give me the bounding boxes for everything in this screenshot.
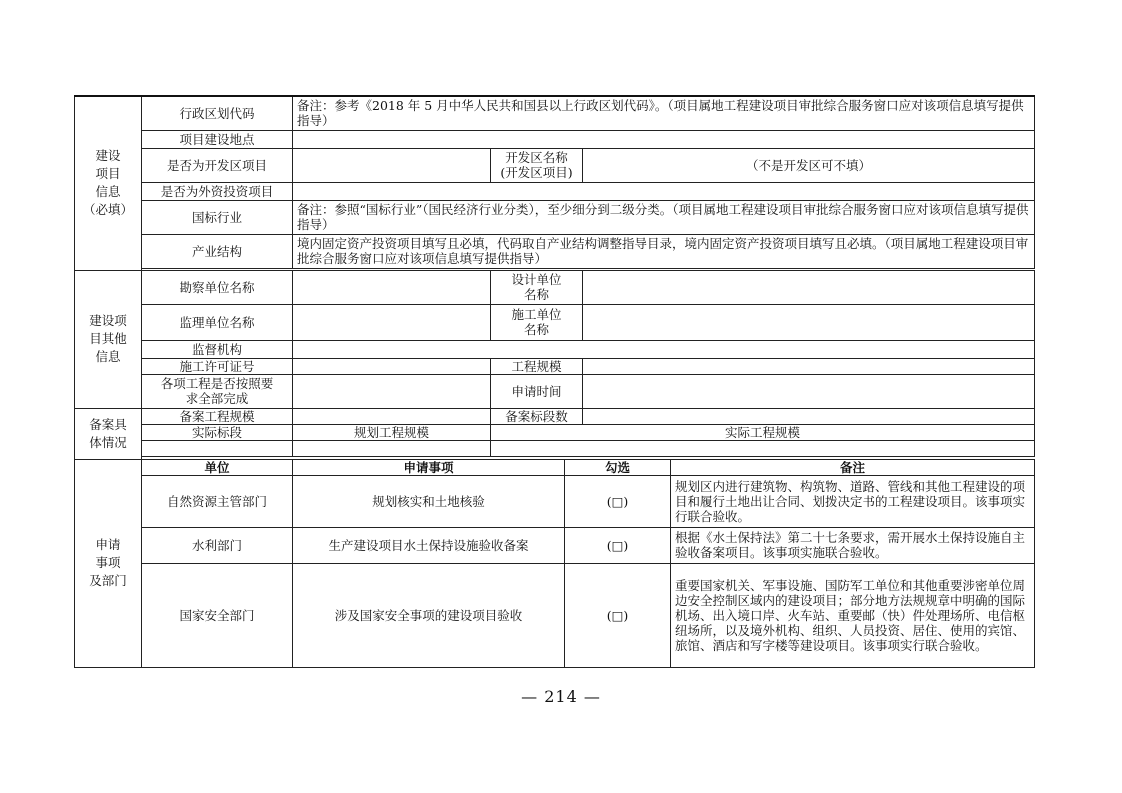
label-dev-zone-name: 开发区名称 (开发区项目) <box>491 148 583 182</box>
field-construction-unit[interactable] <box>583 304 1035 340</box>
label-survey-unit: 勘察单位名称 <box>142 270 293 304</box>
field-apply-time[interactable] <box>583 374 1035 408</box>
check-box[interactable]: (□) <box>565 563 671 667</box>
label-record-scale: 备案工程规模 <box>142 408 293 424</box>
row-supervisory-body <box>75 340 1035 358</box>
dept-name: 自然资源主管部门 <box>142 475 293 527</box>
field-foreign-investment[interactable] <box>293 182 1035 200</box>
label-industry-structure: 产业结构 <box>142 234 293 268</box>
apply-item: 涉及国家安全事项的建设项目验收 <box>293 563 565 667</box>
field-dev-zone-name[interactable]: （不是开发区可不填） <box>583 148 1035 182</box>
row-supervision-construction <box>75 304 1035 340</box>
label-record-sections: 备案标段数 <box>491 408 583 424</box>
header-item: 申请事项 <box>293 459 565 475</box>
field-region-code[interactable]: 备注：参考《2018 年 5 月中华人民共和国县以上行政区划代码》。（项目属地工程建设项目审批综合服务窗口应对该项信息填写提供指导） <box>293 96 1035 130</box>
label-apply-time: 申请时间 <box>491 374 583 408</box>
application-form-table <box>74 95 1035 668</box>
page-number: — 214 — <box>521 687 601 706</box>
header-unit: 单位 <box>142 459 293 475</box>
field-permit-no[interactable] <box>293 358 491 374</box>
label-design-unit: 设计单位 名称 <box>491 270 583 304</box>
row-actual-values <box>75 440 1035 456</box>
label-completion: 各项工程是否按照要 求全部完成 <box>142 374 293 408</box>
item-note: 重要国家机关、军事设施、国防军工单位和其他重要涉密单位周边安全控制区域内的建设项目；部分地方法规规章中明确的国际机场、出入境口岸、火车站、重要邮（快）件处理场所、电信枢纽场所，以及境外机构、组织、人员投资、居住、使用的宾馆、旅馆、酒店和写字楼等建设项目。该事项实行联合验收。 <box>671 563 1035 667</box>
header-note: 备注 <box>671 459 1035 475</box>
table-row <box>75 563 1035 667</box>
group-label-project-info: 建设 项目 信息 （必填） <box>75 96 142 270</box>
label-location: 项目建设地点 <box>142 130 293 148</box>
label-actual-scale: 实际工程规模 <box>491 424 1035 440</box>
row-actual-headers <box>75 424 1035 440</box>
dept-name: 国家安全部门 <box>142 563 293 667</box>
label-planned-scale: 规划工程规模 <box>293 424 491 440</box>
row-location <box>75 130 1035 148</box>
field-industry[interactable]: 备注：参照“国标行业”（国民经济行业分类），至少细分到二级分类。（项目属地工程建设项目审批综合服务窗口应对该项信息填写提供指导） <box>293 200 1035 234</box>
check-box[interactable]: (□) <box>565 527 671 563</box>
field-design-unit[interactable] <box>583 270 1035 304</box>
row-region-code <box>75 96 1035 130</box>
field-record-sections[interactable] <box>583 408 1035 424</box>
label-supervision-unit: 监理单位名称 <box>142 304 293 340</box>
apply-item: 生产建设项目水土保持设施验收备案 <box>293 527 565 563</box>
row-record-scale <box>75 408 1035 424</box>
label-scale: 工程规模 <box>491 358 583 374</box>
field-supervisory-body[interactable] <box>293 340 1035 358</box>
label-industry: 国标行业 <box>142 200 293 234</box>
group-label-other-info: 建设项 目其他 信息 <box>75 270 142 408</box>
label-supervisory-body: 监督机构 <box>142 340 293 358</box>
field-record-scale[interactable] <box>293 408 491 424</box>
field-location[interactable] <box>293 130 1035 148</box>
row-apply-headers <box>75 459 1035 475</box>
row-permit-scale <box>75 358 1035 374</box>
header-check: 勾选 <box>565 459 671 475</box>
apply-item: 规划核实和土地核验 <box>293 475 565 527</box>
table-row <box>75 475 1035 527</box>
group-label-record: 备案具 体情况 <box>75 408 142 459</box>
row-industry <box>75 200 1035 234</box>
field-completion[interactable] <box>293 374 491 408</box>
label-construction-unit: 施工单位 名称 <box>491 304 583 340</box>
table-row <box>75 527 1035 563</box>
field-actual-sections[interactable] <box>142 440 293 456</box>
row-completion-time <box>75 374 1035 408</box>
field-survey-unit[interactable] <box>293 270 491 304</box>
label-foreign-investment: 是否为外资投资项目 <box>142 182 293 200</box>
field-dev-zone[interactable] <box>293 148 491 182</box>
field-scale[interactable] <box>583 358 1035 374</box>
item-note: 根据《水土保持法》第二十七条要求，需开展水土保持设施自主验收备案项目。该事项实施联合验收。 <box>671 527 1035 563</box>
check-box[interactable]: (□) <box>565 475 671 527</box>
row-dev-zone <box>75 148 1035 182</box>
group-label-apply: 申请 事项 及部门 <box>75 459 142 667</box>
row-survey-design <box>75 270 1035 304</box>
field-industry-structure[interactable]: 境内固定资产投资项目填写且必填，代码取自产业结构调整指导目录，境内固定资产投资项目填写且必填。（项目属地工程建设项目审批综合服务窗口应对该项信息填写提供指导） <box>293 234 1035 268</box>
item-note: 规划区内进行建筑物、构筑物、道路、管线和其他工程建设的项目和履行土地出让合同、划拨决定书的工程建设项目。该事项实行联合验收。 <box>671 475 1035 527</box>
dept-name: 水利部门 <box>142 527 293 563</box>
field-supervision-unit[interactable] <box>293 304 491 340</box>
row-industry-structure <box>75 234 1035 268</box>
row-foreign-investment <box>75 182 1035 200</box>
label-dev-zone: 是否为开发区项目 <box>142 148 293 182</box>
label-permit-no: 施工许可证号 <box>142 358 293 374</box>
label-actual-sections: 实际标段 <box>142 424 293 440</box>
field-actual-scale[interactable] <box>491 440 1035 456</box>
field-planned-scale[interactable] <box>293 440 491 456</box>
label-region-code: 行政区划代码 <box>142 96 293 130</box>
form-sheet <box>74 95 1034 679</box>
